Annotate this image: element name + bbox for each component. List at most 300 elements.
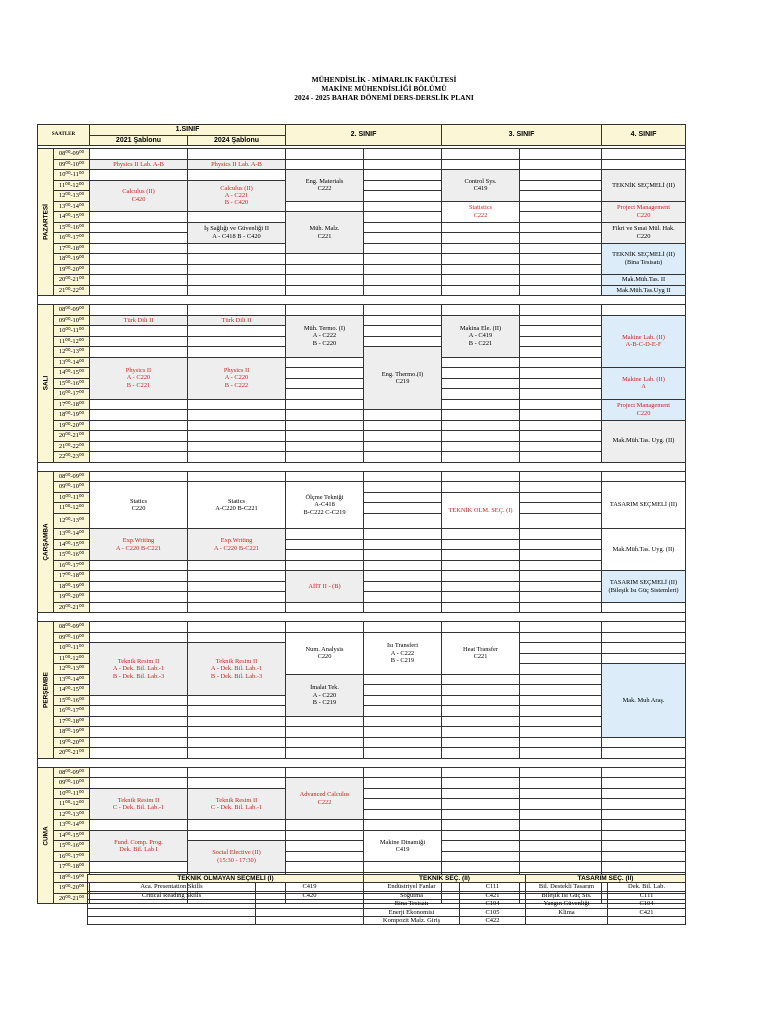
empty-cell — [286, 851, 364, 862]
time-row — [38, 632, 686, 643]
elective-cell: C104 — [608, 900, 686, 908]
time-row — [38, 285, 686, 296]
empty-cell — [286, 264, 364, 275]
empty-cell — [188, 243, 286, 254]
course-cell: Fund. Comp. Prog. Dek. Bil. Lab I — [90, 830, 188, 862]
course-cell: Türk Dili II — [188, 315, 286, 326]
empty-cell — [90, 222, 188, 233]
time-slot: 11⁰⁰-12⁰⁰ — [54, 180, 90, 191]
empty-cell — [364, 285, 442, 296]
sinif2-header: 2. SINIF — [286, 125, 442, 146]
empty-cell — [442, 716, 520, 727]
empty-cell — [442, 695, 520, 706]
elective-cell: Endüstriyel Fanlar — [364, 883, 460, 891]
elective-cell: C419 — [256, 883, 364, 891]
empty-cell — [442, 368, 520, 379]
empty-cell — [520, 851, 602, 862]
empty-cell — [188, 347, 286, 358]
elective-cell: Aca. Presentation Skills — [88, 883, 256, 891]
empty-cell — [602, 632, 686, 643]
empty-cell — [364, 492, 442, 503]
sablon-2024-header: 2024 Şablonu — [188, 135, 286, 146]
empty-cell — [602, 788, 686, 799]
empty-cell — [286, 550, 364, 561]
time-slot: 18⁰⁰-19⁰⁰ — [54, 581, 90, 592]
time-slot: 12⁰⁰-13⁰⁰ — [54, 664, 90, 675]
time-slot: 18⁰⁰-19⁰⁰ — [54, 727, 90, 738]
empty-cell — [90, 748, 188, 759]
empty-cell — [90, 336, 188, 347]
elective-cell: Critical Reading Skills — [88, 891, 256, 899]
empty-cell — [442, 222, 520, 233]
empty-cell — [188, 737, 286, 748]
header-row-1 — [38, 125, 686, 136]
empty-cell — [520, 378, 602, 389]
time-row — [38, 254, 686, 265]
empty-cell — [188, 632, 286, 643]
empty-cell — [520, 149, 602, 160]
elective-cell: Bina Tesisatı — [364, 900, 460, 908]
empty-cell — [520, 727, 602, 738]
empty-cell — [286, 275, 364, 286]
empty-cell — [364, 431, 442, 442]
empty-cell — [364, 482, 442, 493]
time-row — [38, 170, 686, 181]
empty-cell — [286, 378, 364, 389]
time-row — [38, 441, 686, 452]
elective-cell: C421 — [460, 891, 526, 899]
empty-cell — [90, 820, 188, 831]
course-cell: Heat Transfer C221 — [442, 632, 520, 674]
time-slot: 19⁰⁰-20⁰⁰ — [54, 883, 90, 894]
empty-cell — [520, 632, 602, 643]
empty-cell — [520, 452, 602, 463]
course-cell: Teknik Resim II C - Dek. Bil. Lab.-1 — [188, 788, 286, 820]
empty-cell — [520, 809, 602, 820]
time-slot: 22⁰⁰-23⁰⁰ — [54, 452, 90, 463]
day-name: CUMA — [41, 825, 49, 846]
course-cell: Physics II A - C220 B - C221 — [90, 357, 188, 399]
empty-cell — [364, 191, 442, 202]
time-slot: 13⁰⁰-14⁰⁰ — [54, 357, 90, 368]
course-cell: İş Sağlığı ve Güvenliği II A - C418 B - C420 — [188, 222, 286, 243]
elective-row — [88, 891, 686, 899]
empty-cell — [364, 441, 442, 452]
course-cell: Müh. Malz. C221 — [286, 212, 364, 254]
electives-header-row — [88, 875, 686, 883]
empty-cell — [520, 513, 602, 529]
empty-cell — [286, 452, 364, 463]
empty-cell — [602, 778, 686, 789]
time-slot: 15⁰⁰-16⁰⁰ — [54, 695, 90, 706]
time-slot: 17⁰⁰-18⁰⁰ — [54, 716, 90, 727]
empty-cell — [602, 643, 686, 654]
empty-cell — [364, 550, 442, 561]
time-slot: 13⁰⁰-14⁰⁰ — [54, 674, 90, 685]
time-slot: 18⁰⁰-19⁰⁰ — [54, 872, 90, 883]
empty-cell — [286, 357, 364, 368]
empty-cell — [602, 748, 686, 759]
empty-cell — [364, 727, 442, 738]
empty-cell — [520, 285, 602, 296]
empty-cell — [364, 410, 442, 421]
empty-cell — [602, 149, 686, 160]
day-label-sali — [38, 305, 54, 463]
time-row — [38, 431, 686, 442]
empty-cell — [364, 170, 442, 181]
empty-cell — [364, 326, 442, 337]
empty-cell — [90, 695, 188, 706]
day-separator — [38, 758, 686, 767]
empty-cell — [520, 622, 602, 633]
empty-cell — [364, 420, 442, 431]
course-cell: Teknik Resim II C - Dek. Bil. Lab.-1 — [90, 788, 188, 820]
day-label-persembe — [38, 622, 54, 759]
empty-cell — [364, 529, 442, 540]
empty-cell — [442, 233, 520, 244]
electives-header: TEKNİK SEÇ. (II) — [364, 875, 526, 883]
course-cell: Makine Lab. (II) A-B-C-D-E-F — [602, 315, 686, 368]
time-row — [38, 264, 686, 275]
day-label-carsamba — [38, 471, 54, 613]
empty-cell — [364, 222, 442, 233]
course-cell: Fikri ve Sınai Mül. Hak. C220 — [602, 222, 686, 243]
empty-cell — [188, 441, 286, 452]
empty-cell — [520, 748, 602, 759]
empty-cell — [188, 285, 286, 296]
empty-cell — [520, 492, 602, 503]
empty-cell — [286, 529, 364, 540]
time-slot: 17⁰⁰-18⁰⁰ — [54, 571, 90, 582]
time-row — [38, 149, 686, 160]
empty-cell — [520, 191, 602, 202]
empty-cell — [286, 399, 364, 410]
empty-cell — [90, 441, 188, 452]
elective-cell: Dek. Bil. Lab. — [608, 883, 686, 891]
empty-cell — [442, 243, 520, 254]
time-slot: 15⁰⁰-16⁰⁰ — [54, 841, 90, 852]
empty-cell — [188, 264, 286, 275]
course-cell: Physics II Lab. A-B — [90, 159, 188, 170]
empty-cell — [286, 441, 364, 452]
empty-cell — [364, 254, 442, 265]
empty-cell — [442, 727, 520, 738]
empty-cell — [520, 674, 602, 685]
empty-cell — [520, 389, 602, 400]
course-cell: Eng. Thermo.(I) C219 — [364, 347, 442, 410]
course-cell: Makine Dinamiği C419 — [364, 830, 442, 862]
time-row — [38, 820, 686, 831]
empty-cell — [188, 170, 286, 181]
time-row — [38, 767, 686, 778]
empty-cell — [188, 560, 286, 571]
empty-cell — [286, 602, 364, 613]
empty-cell — [286, 431, 364, 442]
time-slot: 09⁰⁰-10⁰⁰ — [54, 315, 90, 326]
empty-cell — [90, 399, 188, 410]
empty-cell — [520, 482, 602, 493]
empty-cell — [442, 378, 520, 389]
empty-cell — [364, 571, 442, 582]
empty-cell — [90, 862, 188, 873]
course-cell: Mak.Müh.Tas. II — [602, 275, 686, 286]
empty-cell — [520, 180, 602, 191]
day-separator — [38, 613, 686, 622]
empty-cell — [286, 622, 364, 633]
time-slot: 08⁰⁰-09⁰⁰ — [54, 622, 90, 633]
empty-cell — [442, 285, 520, 296]
empty-cell — [442, 748, 520, 759]
time-slot: 09⁰⁰-10⁰⁰ — [54, 778, 90, 789]
empty-cell — [520, 357, 602, 368]
empty-cell — [442, 788, 520, 799]
time-slot: 09⁰⁰-10⁰⁰ — [54, 482, 90, 493]
course-cell: Physics II A - C220 B - C222 — [188, 357, 286, 399]
empty-cell — [520, 170, 602, 181]
empty-cell — [520, 706, 602, 717]
empty-cell — [602, 809, 686, 820]
course-cell: Mak.Müh.Tas. Uyg. (II) — [602, 420, 686, 462]
empty-cell — [442, 357, 520, 368]
empty-cell — [520, 399, 602, 410]
empty-cell — [520, 560, 602, 571]
empty-cell — [364, 695, 442, 706]
time-row — [38, 275, 686, 286]
time-row — [38, 357, 686, 368]
time-slot: 11⁰⁰-12⁰⁰ — [54, 799, 90, 810]
time-slot: 16⁰⁰-17⁰⁰ — [54, 851, 90, 862]
empty-cell — [442, 275, 520, 286]
time-row — [38, 727, 686, 738]
empty-cell — [90, 149, 188, 160]
empty-cell — [442, 809, 520, 820]
time-slot: 12⁰⁰-13⁰⁰ — [54, 809, 90, 820]
empty-cell — [364, 159, 442, 170]
course-cell: Calculus (II) C420 — [90, 180, 188, 212]
time-row — [38, 716, 686, 727]
time-slot: 08⁰⁰-09⁰⁰ — [54, 305, 90, 316]
empty-cell — [442, 674, 520, 685]
time-slot: 10⁰⁰-11⁰⁰ — [54, 170, 90, 181]
time-slot: 19⁰⁰-20⁰⁰ — [54, 592, 90, 603]
empty-cell — [520, 441, 602, 452]
empty-cell — [442, 830, 520, 841]
empty-cell — [520, 539, 602, 550]
empty-cell — [520, 550, 602, 561]
empty-cell — [442, 602, 520, 613]
empty-cell — [520, 799, 602, 810]
empty-cell — [442, 592, 520, 603]
empty-cell — [90, 592, 188, 603]
empty-cell — [286, 201, 364, 212]
empty-cell — [442, 399, 520, 410]
time-slot: 11⁰⁰-12⁰⁰ — [54, 503, 90, 514]
empty-cell — [286, 410, 364, 421]
empty-cell — [602, 471, 686, 482]
time-slot: 08⁰⁰-09⁰⁰ — [54, 767, 90, 778]
empty-cell — [188, 716, 286, 727]
time-slot: 09⁰⁰-10⁰⁰ — [54, 159, 90, 170]
empty-cell — [442, 389, 520, 400]
course-cell: Mak. Muh Araş. — [602, 664, 686, 738]
empty-cell — [188, 431, 286, 442]
empty-cell — [442, 159, 520, 170]
time-row — [38, 529, 686, 540]
empty-cell — [520, 664, 602, 675]
time-slot: 20⁰⁰-21⁰⁰ — [54, 602, 90, 613]
time-row — [38, 560, 686, 571]
empty-cell — [442, 254, 520, 265]
elective-cell — [88, 908, 256, 916]
empty-cell — [286, 539, 364, 550]
empty-cell — [364, 820, 442, 831]
time-slot: 19⁰⁰-20⁰⁰ — [54, 264, 90, 275]
empty-cell — [442, 560, 520, 571]
empty-cell — [90, 326, 188, 337]
empty-cell — [442, 471, 520, 482]
empty-cell — [442, 571, 520, 582]
schedule-table — [37, 124, 686, 904]
empty-cell — [520, 737, 602, 748]
elective-cell: Kompozit Malz. Giriş — [364, 917, 460, 925]
course-cell: Teknik Resim II A - Dek. Bil. Lab.-1 B - Dek. Bil. Lab.-3 — [90, 643, 188, 696]
time-row — [38, 315, 686, 326]
empty-cell — [602, 862, 686, 873]
time-slot: 19⁰⁰-20⁰⁰ — [54, 420, 90, 431]
empty-cell — [520, 862, 602, 873]
elective-cell: Bil. Destekli Tasarım — [526, 883, 608, 891]
empty-cell — [364, 716, 442, 727]
empty-cell — [602, 737, 686, 748]
course-cell: Makine Lab. (II) A — [602, 368, 686, 400]
empty-cell — [520, 243, 602, 254]
empty-cell — [364, 581, 442, 592]
empty-cell — [520, 347, 602, 358]
time-slot: 21⁰⁰-22⁰⁰ — [54, 441, 90, 452]
time-slot: 13⁰⁰-14⁰⁰ — [54, 201, 90, 212]
empty-cell — [602, 820, 686, 831]
course-cell: İmalat Tek. A - C220 B - C219 — [286, 674, 364, 716]
empty-cell — [364, 471, 442, 482]
time-slot: 14⁰⁰-15⁰⁰ — [54, 830, 90, 841]
elective-cell: C422 — [460, 917, 526, 925]
sinif1-header: 1.SINIF — [90, 125, 286, 136]
empty-cell — [520, 830, 602, 841]
course-cell: Teknik Resim II A - Dek. Bil. Lab.-1 B - Dek. Bil. Lab.-3 — [188, 643, 286, 696]
empty-cell — [364, 706, 442, 717]
empty-cell — [188, 305, 286, 316]
course-cell: Statics C220 — [90, 482, 188, 529]
empty-cell — [188, 622, 286, 633]
empty-cell — [442, 841, 520, 852]
empty-cell — [286, 737, 364, 748]
elective-cell: C104 — [460, 900, 526, 908]
empty-cell — [602, 305, 686, 316]
elective-cell: Yangın Güvenliği — [526, 900, 608, 908]
day-name: PAZARTESİ — [41, 204, 49, 240]
time-slot: 14⁰⁰-15⁰⁰ — [54, 368, 90, 379]
empty-cell — [364, 452, 442, 463]
empty-cell — [188, 727, 286, 738]
empty-cell — [442, 820, 520, 831]
empty-cell — [90, 410, 188, 421]
empty-cell — [188, 602, 286, 613]
time-slot: 17⁰⁰-18⁰⁰ — [54, 399, 90, 410]
time-slot: 20⁰⁰-21⁰⁰ — [54, 748, 90, 759]
empty-cell — [364, 201, 442, 212]
empty-cell — [286, 159, 364, 170]
empty-cell — [442, 622, 520, 633]
empty-cell — [364, 592, 442, 603]
empty-cell — [602, 602, 686, 613]
empty-cell — [90, 778, 188, 789]
empty-cell — [90, 581, 188, 592]
empty-cell — [602, 653, 686, 664]
empty-cell — [188, 452, 286, 463]
empty-cell — [286, 748, 364, 759]
empty-cell — [442, 799, 520, 810]
time-row — [38, 410, 686, 421]
empty-cell — [188, 748, 286, 759]
empty-cell — [364, 315, 442, 326]
elective-cell — [526, 917, 608, 925]
course-cell: Exp.Writing A - C220 B-C221 — [90, 529, 188, 561]
empty-cell — [90, 285, 188, 296]
time-slot: 20⁰⁰-21⁰⁰ — [54, 893, 90, 904]
time-slot: 13⁰⁰-14⁰⁰ — [54, 529, 90, 540]
empty-cell — [520, 420, 602, 431]
elective-cell: Klima — [526, 908, 608, 916]
empty-cell — [90, 264, 188, 275]
empty-cell — [520, 788, 602, 799]
empty-cell — [90, 737, 188, 748]
empty-cell — [364, 674, 442, 685]
sinif3-header: 3. SINIF — [442, 125, 602, 146]
saatler-header: SAATLER — [38, 125, 90, 146]
empty-cell — [520, 841, 602, 852]
empty-cell — [364, 560, 442, 571]
time-slot: 17⁰⁰-18⁰⁰ — [54, 862, 90, 873]
course-cell: Project Management C220 — [602, 399, 686, 420]
course-cell: Eng. Materials C222 — [286, 170, 364, 202]
empty-cell — [520, 315, 602, 326]
empty-cell — [90, 254, 188, 265]
empty-cell — [90, 452, 188, 463]
empty-cell — [286, 254, 364, 265]
course-cell: Num. Analysis C220 — [286, 632, 364, 674]
time-slot: 16⁰⁰-17⁰⁰ — [54, 233, 90, 244]
empty-cell — [364, 149, 442, 160]
empty-cell — [520, 471, 602, 482]
separator-cell — [38, 296, 686, 305]
empty-cell — [442, 482, 520, 493]
empty-cell — [90, 212, 188, 223]
time-slot: 14⁰⁰-15⁰⁰ — [54, 539, 90, 550]
time-row — [38, 471, 686, 482]
empty-cell — [90, 632, 188, 643]
elective-row — [88, 917, 686, 925]
empty-cell — [90, 170, 188, 181]
empty-cell — [520, 305, 602, 316]
elective-cell: C421 — [608, 908, 686, 916]
empty-cell — [286, 285, 364, 296]
empty-cell — [520, 685, 602, 696]
empty-cell — [286, 841, 364, 852]
empty-cell — [90, 602, 188, 613]
course-cell: Müh. Termo. (I) A - C222 B - C220 — [286, 315, 364, 357]
course-cell: Exp.Writing A - C220 B-C221 — [188, 529, 286, 561]
elective-row — [88, 883, 686, 891]
